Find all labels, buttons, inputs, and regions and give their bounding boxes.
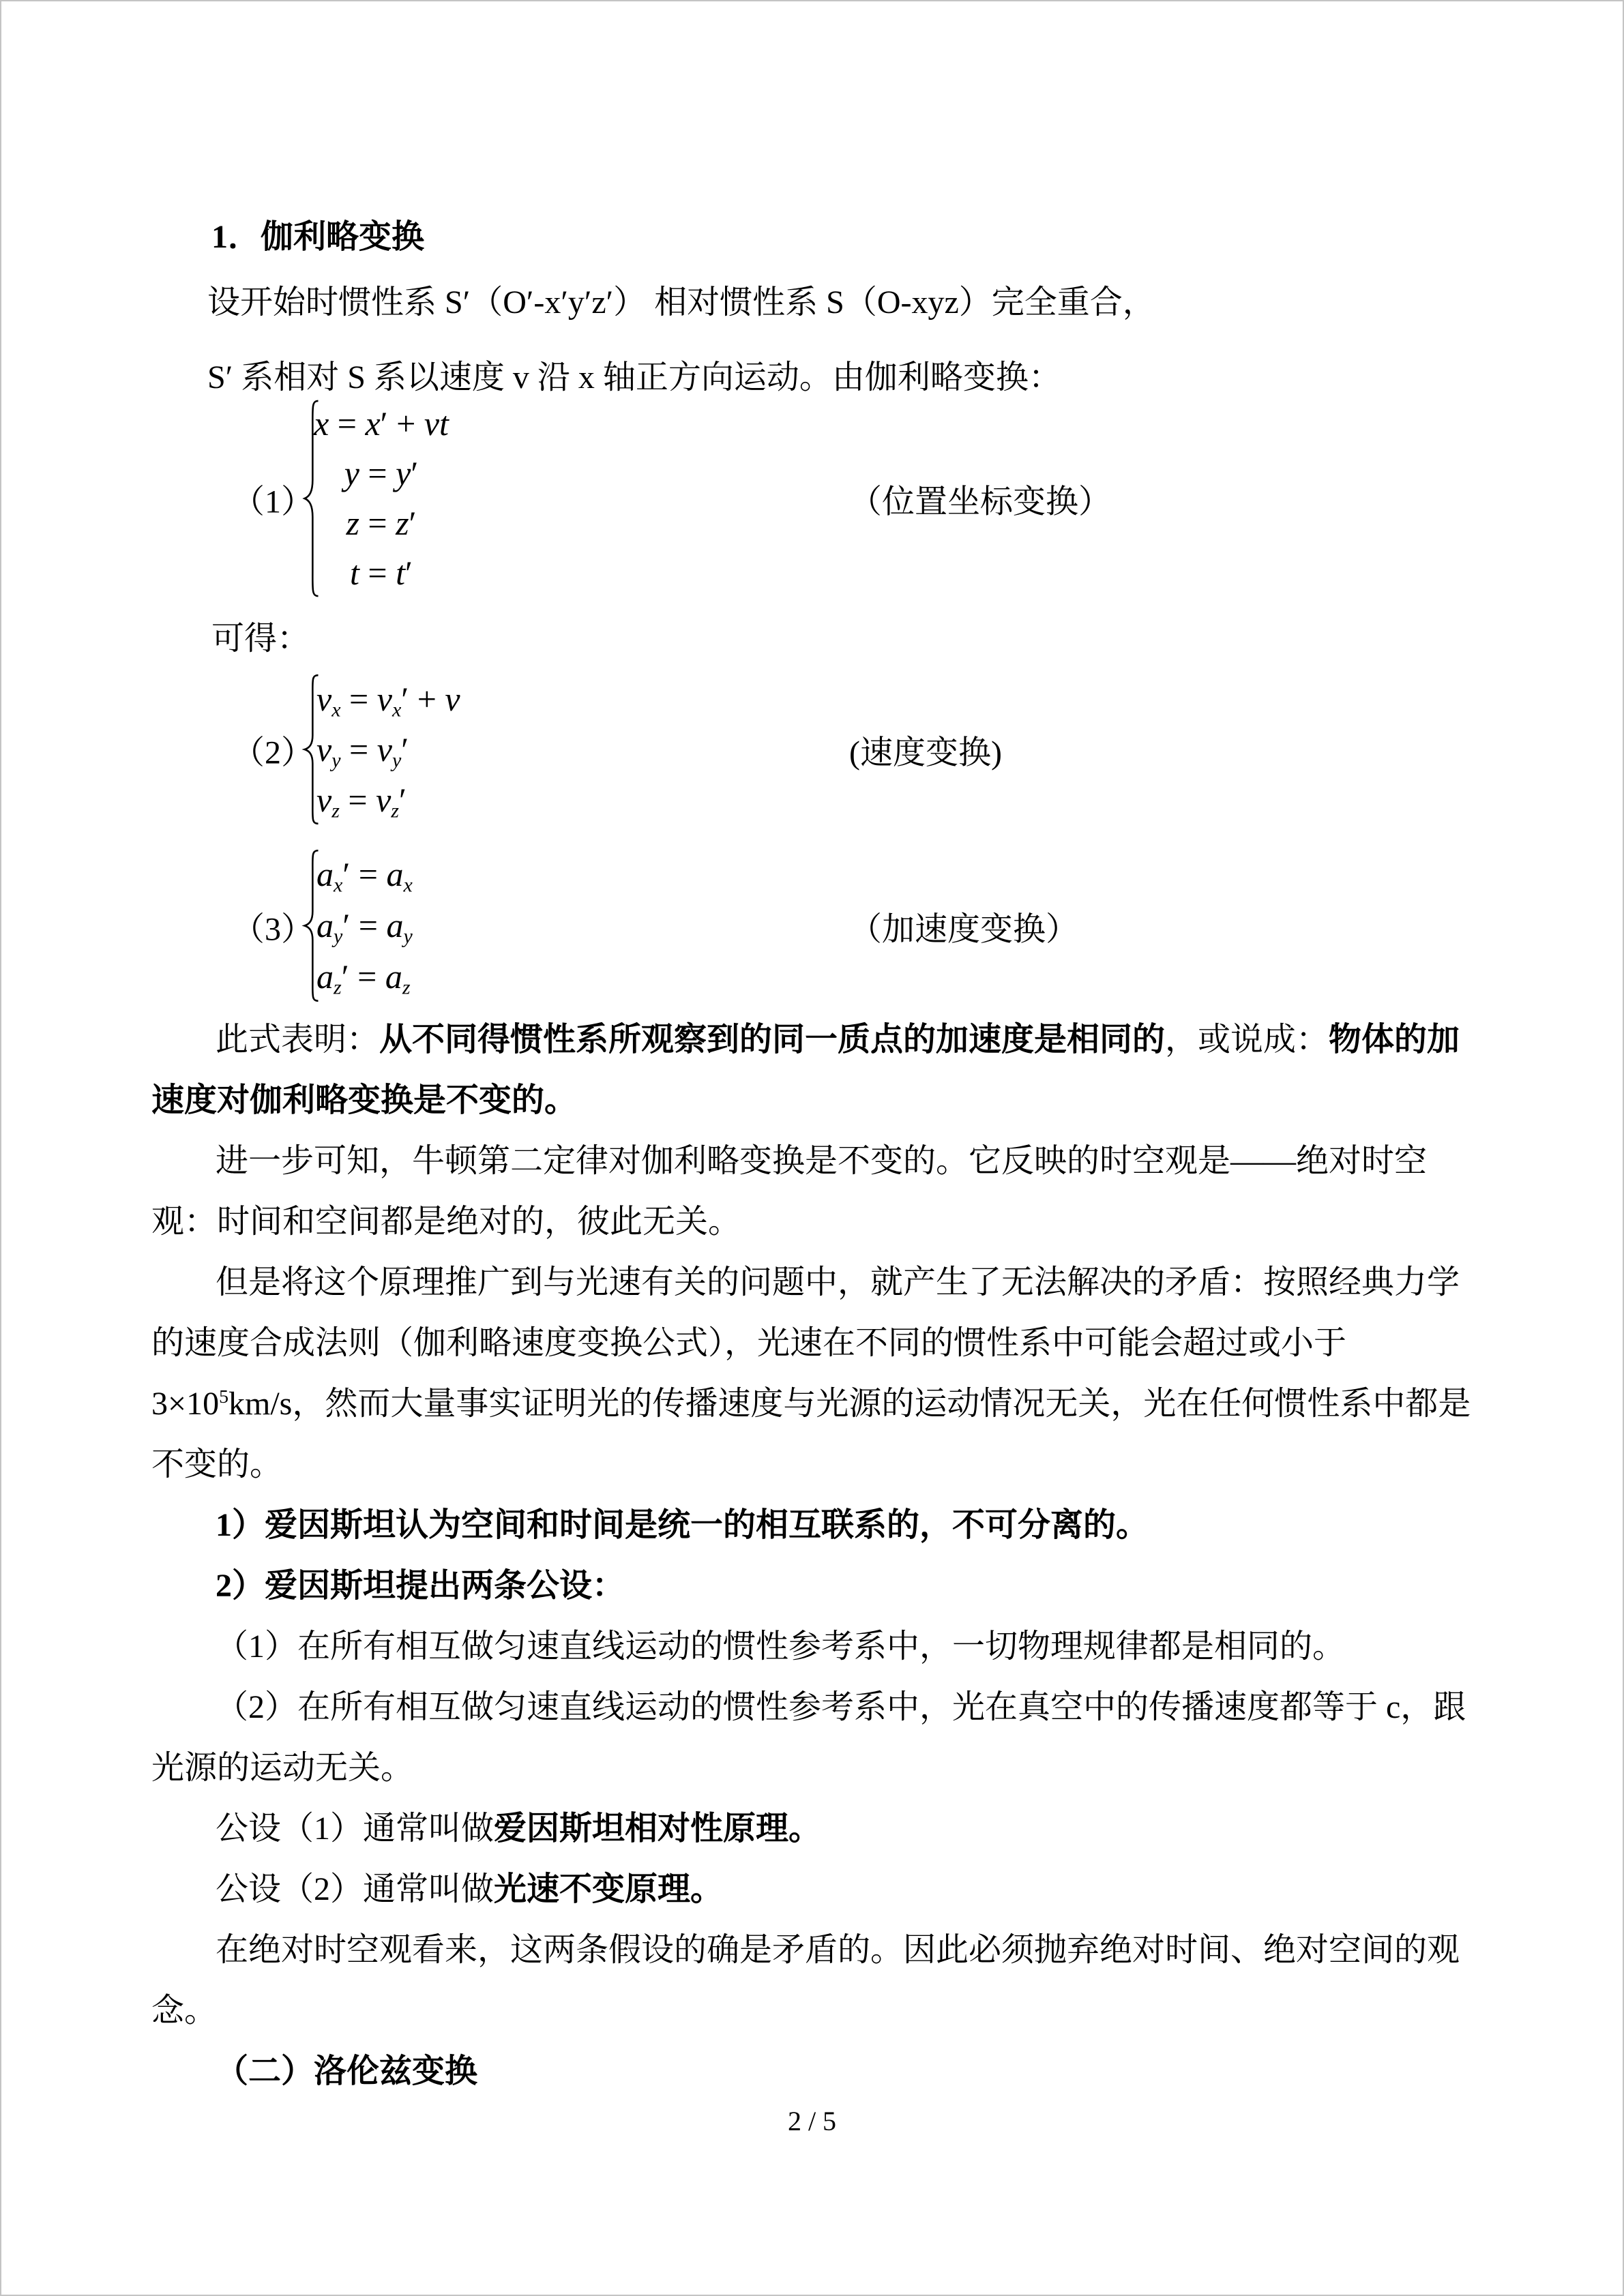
equation-token: z	[331, 799, 340, 822]
text-line	[151, 1070, 1488, 1131]
equation-token: =	[359, 554, 396, 592]
intro-line-1: 设开始时惯性系 S′（O′-x′y′z′） 相对惯性系 S（O-xyz）完全重合，	[207, 284, 1155, 320]
section-title: 1．伽利略变换	[211, 219, 425, 255]
text-run: （二）洛伦兹变换	[216, 2053, 478, 2089]
equation-token: y	[331, 749, 341, 772]
text-run: 爱因斯坦相对性原理。	[494, 1810, 822, 1847]
text-line	[151, 1859, 1488, 1920]
text-line	[151, 1131, 1488, 1191]
equation-1-lines	[310, 399, 453, 598]
equation-token: ′	[405, 554, 413, 592]
text-line	[151, 1373, 1488, 1434]
equation-token: v	[316, 680, 332, 718]
equation-token: ′	[398, 781, 407, 819]
equation-token: z	[391, 799, 399, 822]
text-run: 5	[219, 1386, 228, 1407]
text-run: 3×10	[151, 1386, 220, 1422]
equation-token: v	[445, 680, 460, 718]
equation-token: y	[403, 925, 413, 948]
text-run: 此式表明：	[216, 1022, 380, 1058]
text-line	[151, 1980, 1488, 2041]
text-run: （1）在所有相互做匀速直线运动的惯性参考系中，一切物理规律都是相同的。	[216, 1628, 1346, 1665]
equation-token: y	[334, 925, 343, 948]
equation-token: t	[439, 404, 449, 443]
equation-token: ′ =	[341, 957, 385, 996]
equation-token: a	[316, 906, 334, 944]
text-run: 从不同得惯性系所观察到的同一质点的加速度是相同的	[379, 1022, 1166, 1058]
equation-token: v	[316, 730, 332, 769]
equation-token: y	[396, 454, 411, 492]
text-line	[151, 1434, 1488, 1495]
text-line	[151, 1798, 1488, 1859]
equation-line	[316, 951, 413, 1002]
text-run: 观：时间和空间都是绝对的，彼此无关。	[151, 1204, 741, 1240]
equation-1-label: （1）	[232, 483, 314, 520]
equation-line	[316, 775, 460, 825]
equation-token: t	[396, 554, 406, 592]
equation-token: y	[344, 454, 359, 492]
equation-token: z	[346, 504, 359, 542]
equation-3-annotation: （加速度变换）	[849, 911, 1079, 947]
equation-line	[316, 724, 460, 775]
kede-line: 可得：	[211, 621, 310, 657]
equation-3-lines	[316, 849, 413, 1002]
equation-2-lines	[316, 674, 460, 825]
text-line	[151, 1555, 1488, 1616]
equation-token: ′ =	[342, 855, 387, 893]
text-run: 公设（2）通常叫做	[216, 1871, 494, 1907]
equation-token: =	[359, 454, 396, 492]
text-line	[151, 2041, 1488, 2102]
equation-2-annotation: (速度变换)	[849, 734, 1002, 771]
text-run: 速度对伽利略变换是不变的。	[151, 1082, 578, 1118]
equation-token: v	[376, 781, 392, 819]
equation-3-label: （3）	[232, 911, 314, 947]
equation-token: x	[334, 874, 343, 897]
text-run: ，或说成：	[1165, 1022, 1329, 1058]
equation-token: x	[331, 698, 341, 721]
equation-token: z	[396, 504, 409, 542]
equation-line	[310, 449, 453, 498]
text-run: 不变的。	[151, 1446, 283, 1482]
equation-token: x	[365, 404, 381, 443]
text-run: 念。	[151, 1993, 218, 2029]
equation-block-1	[1, 399, 1623, 598]
text-run: 光速不变原理。	[494, 1871, 724, 1907]
text-run: 1）爱因斯坦认为空间和时间是统一的相互联系的，不可分离的。	[216, 1507, 1149, 1543]
equation-line	[316, 849, 413, 900]
equation-token: =	[329, 404, 366, 443]
text-line	[151, 1738, 1488, 1798]
equation-token: y	[392, 749, 402, 772]
equation-line	[310, 548, 453, 598]
equation-token: =	[340, 730, 377, 769]
text-run: 在绝对时空观看来，这两条假设的确是矛盾的。因此必须抛弃绝对时间、绝对空间的观	[216, 1932, 1460, 1968]
text-line	[151, 1616, 1488, 1677]
equation-block-2	[1, 674, 1623, 825]
text-run: 公设（1）通常叫做	[216, 1810, 494, 1847]
equation-token: v	[377, 730, 392, 769]
page-number: 2 / 5	[787, 2106, 837, 2136]
equation-token: t	[350, 554, 359, 592]
equation-token: x	[403, 874, 413, 897]
text-line	[151, 1313, 1488, 1373]
equation-token: v	[424, 404, 440, 443]
equation-line	[310, 498, 453, 548]
text-line	[151, 1252, 1488, 1313]
equation-1-annotation: （位置坐标变换）	[849, 483, 1112, 520]
equation-token: a	[316, 855, 334, 893]
equation-line	[310, 399, 453, 449]
equation-block-3	[1, 849, 1623, 1002]
equation-token: a	[385, 957, 402, 996]
equation-token: x	[392, 698, 402, 721]
equation-token: x	[314, 404, 329, 443]
equation-token: a	[386, 855, 404, 893]
text-line	[151, 1009, 1488, 1070]
equation-2-label: （2）	[232, 734, 314, 771]
equation-line	[316, 674, 460, 724]
equation-token: =	[339, 781, 377, 819]
text-run: 的速度合成法则（伽利略速度变换公式），光速在不同的惯性系中可能会超过或小于	[151, 1325, 1347, 1361]
equation-token: v	[316, 781, 332, 819]
text-run: 光源的运动无关。	[151, 1750, 414, 1786]
text-line	[151, 1191, 1488, 1252]
text-run: 但是将这个原理推广到与光速有关的问题中，就产生了无法解决的矛盾：按照经典力学	[216, 1264, 1460, 1300]
equation-token: v	[377, 680, 392, 718]
text-run: 进一步可知，牛顿第二定律对伽利略变换是不变的。它反映的时空观是——绝对时空	[216, 1143, 1428, 1179]
equation-token: a	[316, 957, 334, 996]
equation-token: =	[359, 504, 396, 542]
text-line	[151, 1677, 1488, 1738]
equation-token: z	[334, 976, 342, 999]
equation-token: =	[340, 680, 377, 718]
text-run: 2）爱因斯坦提出两条公设：	[216, 1568, 625, 1604]
equation-token: ′	[411, 454, 419, 492]
body-text	[151, 1009, 1488, 2102]
text-line	[151, 1495, 1488, 1555]
equation-token: ′ +	[401, 680, 445, 718]
equation-token: ′	[401, 730, 409, 769]
equation-token: z	[402, 976, 411, 999]
text-run: km/s，然而大量事实证明光的传播速度与光源的运动情况无关，光在任何惯性系中都是	[228, 1386, 1471, 1422]
equation-token: ′ +	[380, 404, 424, 443]
equation-token: a	[386, 906, 404, 944]
equation-token: ′ =	[342, 906, 387, 944]
text-run: 物体的加	[1329, 1022, 1460, 1058]
text-run: （2）在所有相互做匀速直线运动的惯性参考系中，光在真空中的传播速度都等于 c，跟	[216, 1689, 1466, 1725]
text-line	[151, 1920, 1488, 1980]
intro-line-2: S′ 系相对 S 系以速度 v 沿 x 轴正方向运动。由伽利略变换：	[207, 359, 1061, 396]
equation-line	[316, 900, 413, 951]
equation-token: ′	[409, 504, 417, 542]
